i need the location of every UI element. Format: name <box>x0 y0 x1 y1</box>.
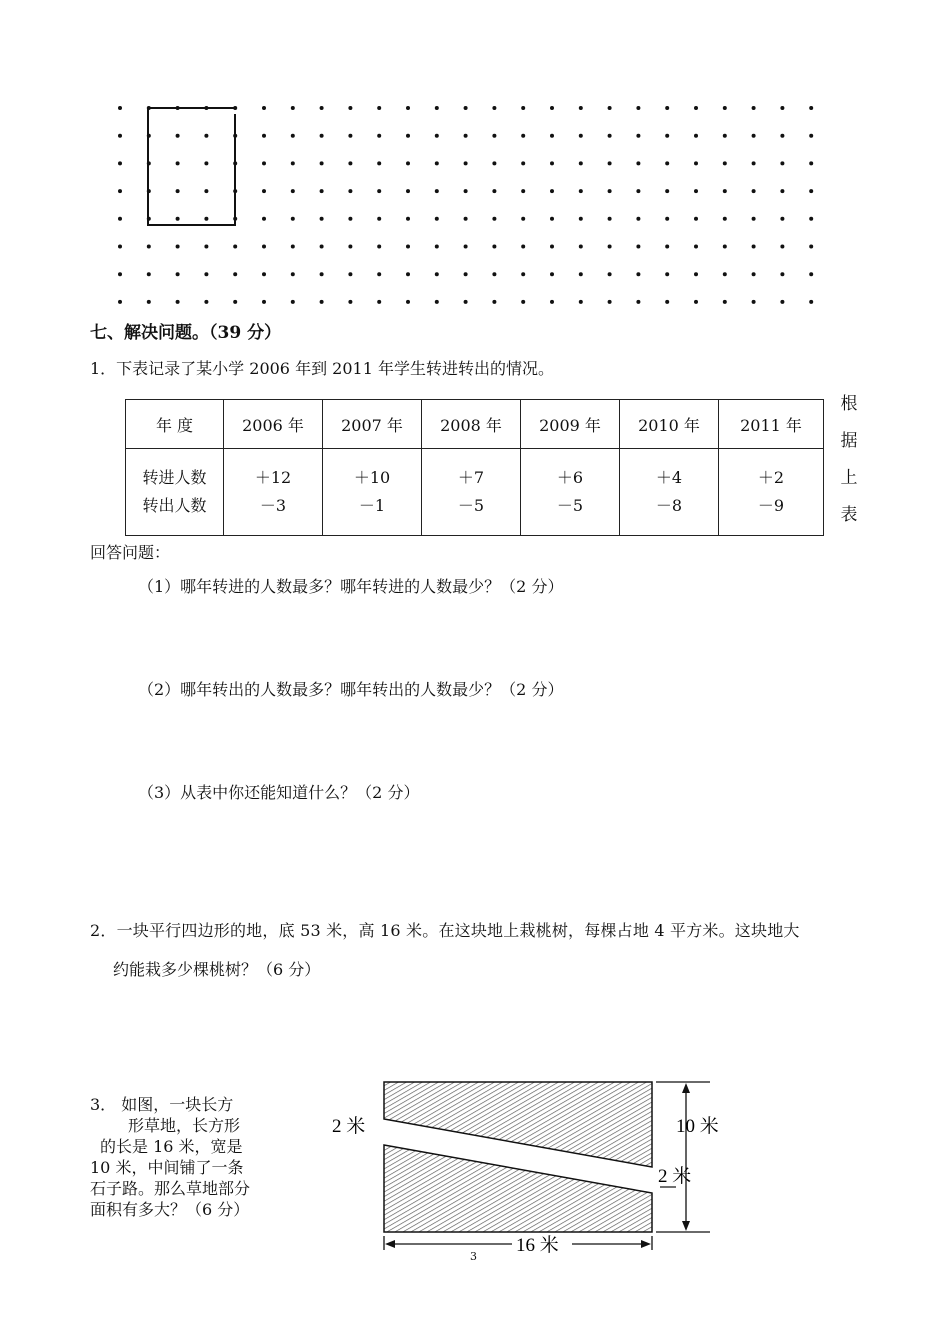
grid-dot <box>262 161 266 165</box>
grid-dot <box>723 134 727 138</box>
grid-dot <box>608 217 612 221</box>
grid-dot <box>348 161 352 165</box>
grid-dot <box>608 106 612 110</box>
grid-dot <box>291 272 295 276</box>
grid-dot <box>665 106 669 110</box>
grid-dot <box>752 161 756 165</box>
question-3-line: 石子路。那么草地部分 <box>90 1179 251 1198</box>
grid-dot <box>752 106 756 110</box>
grid-dot <box>233 245 237 249</box>
grid-dot <box>809 245 813 249</box>
grid-dot <box>291 189 295 193</box>
grid-dot <box>435 272 439 276</box>
grid-dot <box>176 300 180 304</box>
grid-dot <box>204 161 208 165</box>
grid-dot <box>233 300 237 304</box>
grid-dot <box>521 245 525 249</box>
grid-dot <box>377 300 381 304</box>
grid-dot <box>723 106 727 110</box>
question-3-line: 10 米，中间铺了一条 <box>90 1158 244 1177</box>
grid-dot <box>636 189 640 193</box>
grid-dot <box>694 161 698 165</box>
question-2-line-1: 2．一块平行四边形的地，底 53 米，高 16 米。在这块地上栽桃树，每棵占地 4 平方米。这块地大 <box>90 921 800 940</box>
table-cell <box>422 449 521 536</box>
grid-dot <box>406 245 410 249</box>
table-year: 2008 年 <box>422 400 521 449</box>
table-cell <box>521 449 620 536</box>
grid-dot <box>636 245 640 249</box>
cell-out: －8 <box>655 496 683 515</box>
grid-dot <box>579 217 583 221</box>
table-body-row <box>126 449 824 536</box>
length-label: 16 米 <box>516 1235 559 1256</box>
grid-dot <box>176 161 180 165</box>
grid-dot <box>550 300 554 304</box>
grid-dot <box>752 189 756 193</box>
question-3-line: 3． 如图，一块长方 <box>90 1095 234 1114</box>
question-3-line: 的长是 16 米，宽是 <box>100 1137 243 1156</box>
grid-dot <box>320 272 324 276</box>
grid-dot <box>262 272 266 276</box>
grid-dot <box>809 217 813 221</box>
grid-dot <box>320 217 324 221</box>
question-1-intro: 1．下表记录了某小学 2006 年到 2011 年学生转进转出的情况。 <box>90 359 554 378</box>
grid-dot <box>521 272 525 276</box>
grid-dot <box>550 272 554 276</box>
table-cell <box>224 449 323 536</box>
table-year: 2011 年 <box>719 400 824 449</box>
grid-dot <box>348 134 352 138</box>
row-label-in: 转进人数 <box>142 468 207 487</box>
grid-dot <box>406 134 410 138</box>
grid-dot <box>665 245 669 249</box>
grid-dot <box>435 217 439 221</box>
grid-dot <box>348 189 352 193</box>
grid-dot <box>262 106 266 110</box>
example-rectangle <box>148 108 235 225</box>
table-cell <box>620 449 719 536</box>
grid-dot <box>464 300 468 304</box>
grid-dot <box>348 106 352 110</box>
cell-out: －9 <box>757 496 785 515</box>
grid-dot <box>521 217 525 221</box>
grid-dot <box>291 106 295 110</box>
grid-dot <box>521 134 525 138</box>
grid-dot <box>176 217 180 221</box>
grid-dot <box>492 245 496 249</box>
grid-dot <box>723 161 727 165</box>
cell-in: ＋10 <box>353 468 391 487</box>
grid-dot <box>320 300 324 304</box>
grid-dot <box>665 189 669 193</box>
grid-dot <box>348 245 352 249</box>
grid-dot <box>636 272 640 276</box>
grid-dot <box>204 217 208 221</box>
grid-dot <box>118 217 122 221</box>
grid-dot <box>435 134 439 138</box>
grid-dot <box>406 106 410 110</box>
grid-dot <box>694 106 698 110</box>
grid-dot <box>752 134 756 138</box>
grid-dot <box>521 161 525 165</box>
grid-dot <box>579 300 583 304</box>
grid-dot <box>780 272 784 276</box>
grid-dot <box>464 245 468 249</box>
side-note-char: 表 <box>840 505 858 525</box>
grid-dot <box>118 300 122 304</box>
grid-dot <box>464 161 468 165</box>
grid-dot <box>147 272 151 276</box>
grid-dot <box>809 134 813 138</box>
grid-dot <box>147 245 151 249</box>
table-year: 2010 年 <box>620 400 719 449</box>
grid-dot <box>176 134 180 138</box>
grid-dot <box>492 217 496 221</box>
grid-dot <box>464 106 468 110</box>
grid-dot <box>694 217 698 221</box>
grid-dot <box>118 161 122 165</box>
grid-dot <box>435 106 439 110</box>
section-title: 七、解决问题。（39 分） <box>90 323 282 343</box>
grid-dot <box>809 300 813 304</box>
grid-dot <box>492 300 496 304</box>
grid-dot <box>291 245 295 249</box>
grid-dot <box>579 272 583 276</box>
grid-dot <box>320 106 324 110</box>
grid-dot <box>723 272 727 276</box>
grid-dot <box>579 134 583 138</box>
grid-dot <box>204 245 208 249</box>
length-arrow-right <box>641 1240 651 1248</box>
table-header-label: 年 度 <box>126 400 224 449</box>
grid-dot <box>723 217 727 221</box>
grid-dot <box>176 272 180 276</box>
grid-dot <box>809 161 813 165</box>
grid-dot <box>291 300 295 304</box>
table-cell <box>719 449 824 536</box>
grid-dot <box>377 272 381 276</box>
question-2-line-2: 约能栽多少棵桃树？（6 分） <box>113 960 321 979</box>
grid-dot <box>176 189 180 193</box>
grid-dot <box>723 300 727 304</box>
lawn-figure <box>320 1070 740 1260</box>
table-row-labels <box>126 449 224 536</box>
grid-dot <box>464 217 468 221</box>
grid-dot <box>320 161 324 165</box>
grid-dot <box>377 134 381 138</box>
grid-dot <box>665 134 669 138</box>
grid-dot <box>780 217 784 221</box>
grid-dot <box>723 189 727 193</box>
grid-dot <box>492 272 496 276</box>
grid-dot <box>492 106 496 110</box>
grid-dot <box>406 272 410 276</box>
grid-dot <box>550 134 554 138</box>
dot-grid <box>0 0 950 320</box>
cell-in: ＋4 <box>655 468 683 487</box>
grid-dot <box>550 161 554 165</box>
grid-dot <box>377 189 381 193</box>
grid-dot <box>233 272 237 276</box>
grid-dot <box>291 134 295 138</box>
grid-dot <box>809 272 813 276</box>
height-arrow-down <box>682 1221 690 1231</box>
side-note-char: 上 <box>840 468 858 488</box>
question-3-line: 形草地，长方形 <box>128 1116 241 1135</box>
cell-in: ＋7 <box>457 468 485 487</box>
grid-dot <box>579 161 583 165</box>
grid-dot <box>665 272 669 276</box>
grid-dot <box>809 106 813 110</box>
grid-dot <box>147 300 151 304</box>
grid-dot <box>521 189 525 193</box>
height-label: 10 米 <box>676 1116 719 1137</box>
grid-dot <box>579 245 583 249</box>
grid-dot <box>636 217 640 221</box>
grid-dot <box>176 245 180 249</box>
table-header-row <box>126 400 824 449</box>
grid-dot <box>780 245 784 249</box>
grid-dot <box>348 217 352 221</box>
length-arrow-left <box>385 1240 395 1248</box>
grid-dot <box>608 161 612 165</box>
grid-dot <box>780 134 784 138</box>
grid-dot <box>320 189 324 193</box>
grid-dot <box>665 300 669 304</box>
grid-dot <box>780 106 784 110</box>
grid-dot <box>204 189 208 193</box>
grid-dot <box>550 245 554 249</box>
grid-dot <box>377 217 381 221</box>
grid-dot <box>262 217 266 221</box>
grid-dot <box>694 245 698 249</box>
grid-dot <box>780 300 784 304</box>
cell-out: －5 <box>457 496 485 515</box>
right-path-width-label: 2 米 <box>658 1166 692 1187</box>
grid-dot <box>492 161 496 165</box>
grid-dot <box>320 134 324 138</box>
table-year: 2006 年 <box>224 400 323 449</box>
grid-dot <box>406 300 410 304</box>
grid-dot <box>636 134 640 138</box>
sub-question-1: （1）哪年转进的人数最多？哪年转进的人数最少？（2 分） <box>138 577 564 596</box>
grid-dot <box>521 300 525 304</box>
table-year: 2009 年 <box>521 400 620 449</box>
grid-dot <box>435 161 439 165</box>
sub-question-2: （2）哪年转出的人数最多？哪年转出的人数最少？（2 分） <box>138 680 564 699</box>
side-note-char: 根 <box>840 394 858 414</box>
grid-dot <box>550 189 554 193</box>
side-note <box>838 386 860 534</box>
grid-dot <box>204 300 208 304</box>
grid-dot <box>464 272 468 276</box>
grid-dot <box>752 300 756 304</box>
grid-dot <box>608 189 612 193</box>
grid-dot <box>262 245 266 249</box>
grid-dot <box>636 106 640 110</box>
grid-dot <box>550 217 554 221</box>
grid-dot <box>262 134 266 138</box>
grid-dot <box>377 161 381 165</box>
cell-out: －1 <box>358 496 386 515</box>
sub-question-3: （3）从表中你还能知道什么？（2 分） <box>138 783 420 802</box>
grid-dot <box>320 245 324 249</box>
grid-dot <box>464 189 468 193</box>
grid-dot <box>348 272 352 276</box>
grid-dot <box>291 161 295 165</box>
grid-dot <box>636 300 640 304</box>
grid-dot <box>406 161 410 165</box>
grid-dot <box>262 189 266 193</box>
grid-dot <box>780 161 784 165</box>
grid-dot <box>348 300 352 304</box>
grid-dot <box>752 217 756 221</box>
page-number: 3 <box>470 1250 477 1263</box>
left-path-width-label: 2 米 <box>332 1116 366 1137</box>
grid-dot <box>579 189 583 193</box>
grid-dot <box>665 217 669 221</box>
grid-dot <box>665 161 669 165</box>
grid-dot <box>694 272 698 276</box>
grid-dot <box>608 134 612 138</box>
grid-dot <box>377 245 381 249</box>
grid-dot <box>752 245 756 249</box>
cell-out: －3 <box>259 496 287 515</box>
table-cell <box>323 449 422 536</box>
grid-dot <box>521 106 525 110</box>
grid-dot <box>435 189 439 193</box>
grid-dot <box>492 189 496 193</box>
height-arrow-up <box>682 1083 690 1093</box>
grid-dot <box>608 245 612 249</box>
grid-dot <box>262 300 266 304</box>
grid-dot <box>809 189 813 193</box>
grid-dot <box>694 134 698 138</box>
grid-dot <box>435 300 439 304</box>
grid-dot <box>752 272 756 276</box>
grid-dot <box>118 272 122 276</box>
grid-dot <box>406 217 410 221</box>
grid-dot <box>291 217 295 221</box>
grid-dot <box>118 189 122 193</box>
grid-dot <box>636 161 640 165</box>
cell-in: ＋12 <box>254 468 292 487</box>
grid-dot <box>118 106 122 110</box>
grid-dot <box>464 134 468 138</box>
question-3-line: 面积有多大？（6 分） <box>90 1200 250 1219</box>
grid-dot <box>492 134 496 138</box>
grid-dot <box>694 189 698 193</box>
grid-dot <box>204 134 208 138</box>
grid-dot <box>579 106 583 110</box>
grid-dot <box>608 272 612 276</box>
grid-dot <box>118 245 122 249</box>
cell-out: －5 <box>556 496 584 515</box>
table-year: 2007 年 <box>323 400 422 449</box>
grid-dot <box>435 245 439 249</box>
grid-dot <box>780 189 784 193</box>
side-note-char: 据 <box>840 431 858 451</box>
grid-dot <box>608 300 612 304</box>
cell-in: ＋2 <box>757 468 785 487</box>
grid-dot <box>377 106 381 110</box>
row-label-out: 转出人数 <box>142 496 207 515</box>
cell-in: ＋6 <box>556 468 584 487</box>
grid-dot <box>694 300 698 304</box>
grid-dot <box>118 134 122 138</box>
grid-dot <box>406 189 410 193</box>
grid-dot <box>550 106 554 110</box>
transfer-table <box>125 399 824 536</box>
answer-lead: 回答问题： <box>90 543 171 562</box>
grid-dot <box>204 272 208 276</box>
grid-dot <box>723 245 727 249</box>
